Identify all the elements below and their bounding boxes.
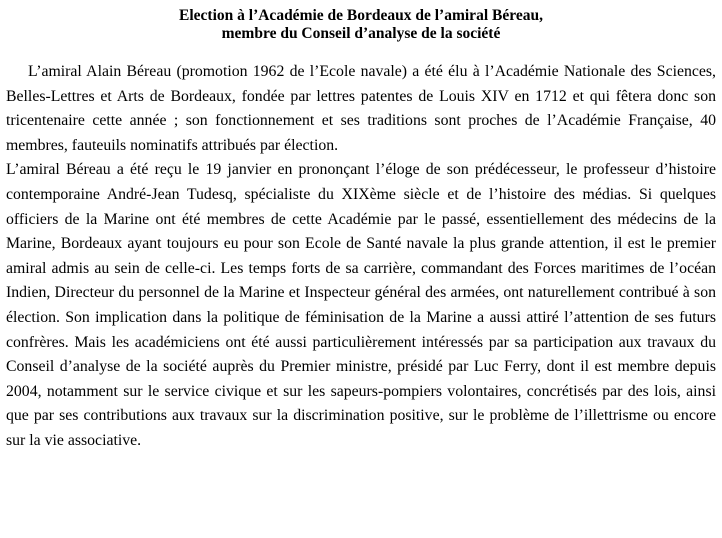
paragraph-1 <box>6 60 716 158</box>
paragraph-1-text: L’amiral Alain Béreau (promotion 1962 de l’Ecole navale) a été élu à l’Académie Nationale des Sciences, Belles-Lettres et Arts de Bordeaux, fondée par lettres patentes de Louis XIV en 1712 et qui fêtera donc son tricentenaire cette année ; son fonctionnement et ses traditions sont proches de l’Académie Française, 40 membres, fauteuils nominatifs attribués par élection. <box>6 63 716 154</box>
document-page <box>6 0 716 454</box>
article-body <box>6 60 716 454</box>
article-title <box>6 7 716 43</box>
paragraph-2 <box>6 158 716 453</box>
title-line-1: Election à l’Académie de Bordeaux de l’amiral Béreau, <box>179 7 543 24</box>
title-line-2: membre du Conseil d’analyse de la société <box>221 25 501 42</box>
paragraph-2-text: L’amiral Béreau a été reçu le 19 janvier en prononçant l’éloge de son prédécesseur, le professeur d’histoire contemporaine André-Jean Tudesq, spécialiste du XIXème siècle et de l’histoire des médias. Si quelques officiers de la Marine ont été membres de cette Académie par le passé, essentiellement des médecins de la Marine, Bordeaux ayant toujours eu pour son Ecole de Santé navale la plus grande attention, il est le premier amiral admis au sein de celle-ci. Les temps forts de sa carrière, commandant des Forces maritimes de l’océan Indien, Directeur du personnel de la Marine et Inspecteur général des armées, ont naturellement contribué à son élection. Son implication dans la politique de féminisation de la Marine a aussi attiré l’attention de ses futurs confrères. Mais les académiciens ont été aussi particulièrement intéressés par sa participation aux travaux du Conseil d’analyse de la société auprès du Premier ministre, présidé par Luc Ferry, dont il est membre depuis 2004, notamment sur le service civique et sur les sapeurs-pompiers volontaires, concrétisés par des lois, ainsi que par ses contributions aux travaux sur la discrimination positive, sur le problème de l’illettrisme ou encore sur la vie associative. <box>6 161 716 449</box>
